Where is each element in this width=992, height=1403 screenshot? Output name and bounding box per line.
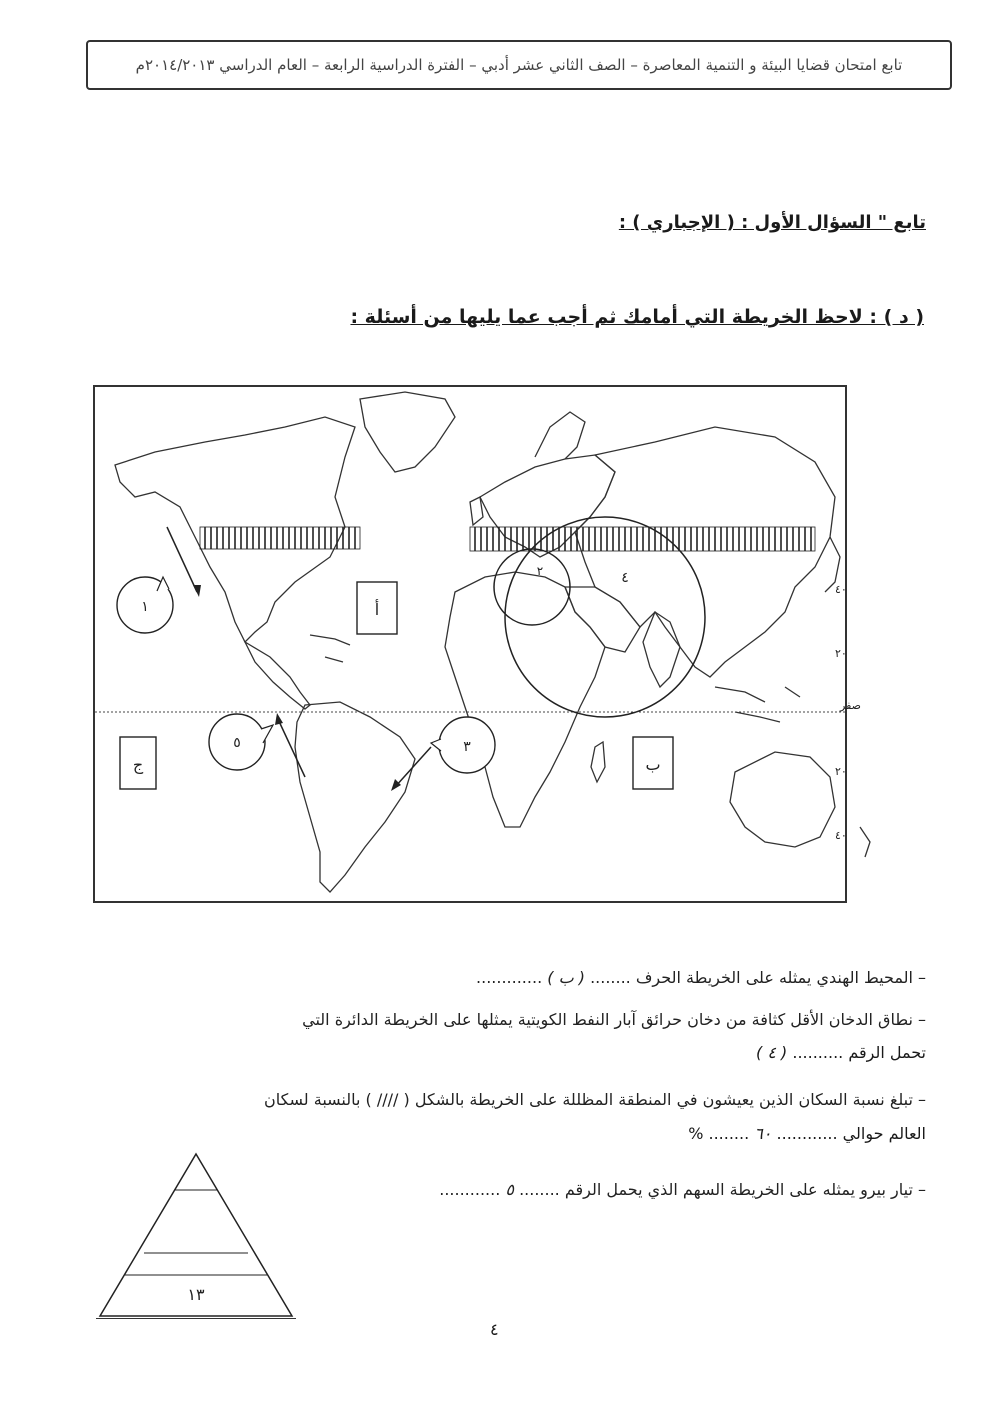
- map-letter-c: ج: [132, 755, 144, 774]
- lat-label-40s: ٤٠: [835, 829, 847, 842]
- grade-pyramid: [96, 1150, 296, 1320]
- question-item-3-cont: [688, 1124, 926, 1143]
- item-2-cont: تحمل الرقم ..........: [792, 1043, 926, 1062]
- item-4-text: – تيار بيرو يمثله على الخريطة السهم الذي يحمل الرقم ........: [519, 1180, 926, 1199]
- question-item-4: [439, 1180, 926, 1199]
- item-2-text: – نطاق الدخان الأقل كثافة من دخان حرائق آبار النفط الكويتية يمثلها على الخريطة الدائرة التي: [302, 1010, 926, 1029]
- lat-label-40n: ٤٠: [835, 583, 847, 596]
- question-item-3: [264, 1090, 926, 1109]
- map-letter-a: أ: [374, 600, 380, 619]
- item-3-text: – تبلغ نسبة السكان الذين يعيشون في المنطقة المظللة على الخريطة بالشكل ( //// ) بالنسبة لسكان: [264, 1090, 926, 1109]
- item-1-text: – المحيط الهندي يمثله على الخريطة الحرف ........: [590, 968, 926, 987]
- item-4-answer: ٥: [505, 1180, 514, 1199]
- item-3-answer: ٦٠: [754, 1124, 772, 1143]
- question-item-2-cont: [756, 1043, 926, 1062]
- circle-label-2: ٢: [536, 564, 544, 578]
- question-item-1: [476, 968, 926, 987]
- world-map: [93, 385, 861, 903]
- pyramid-underline: [96, 1318, 296, 1319]
- item-1-answer: ( ب ): [547, 968, 585, 987]
- callout-label-1: ١: [141, 599, 149, 615]
- item-3-tail: ........ %: [688, 1124, 750, 1143]
- lat-label-20n: ٢٠: [835, 647, 847, 660]
- exam-header-text: تابع امتحان قضايا البيئة و التنمية المعاصرة – الصف الثاني عشر أدبي – الفترة الدراسية الرابعة – العام الدراسي ٢٠١٤/٢٠١٣م: [135, 56, 903, 74]
- exam-header: [86, 40, 952, 90]
- circle-label-4: ٤: [621, 570, 629, 586]
- item-4-tail: ............: [439, 1180, 501, 1199]
- page-number: ٤: [490, 1320, 499, 1339]
- callout-label-3: ٣: [463, 739, 471, 755]
- continued-title: تابع " السؤال الأول : ( الإجباري ) :: [618, 212, 926, 233]
- item-1-tail: .............: [476, 968, 543, 987]
- grade-score: ١٣: [187, 1285, 205, 1304]
- question-item-2: [302, 1010, 926, 1029]
- item-2-answer: ( ٤ ): [756, 1043, 788, 1062]
- item-3-cont: العالم حوالي ............: [776, 1124, 926, 1143]
- question-instruction: ( د ) : لاحظ الخريطة التي أمامك ثم أجب عما يليها من أسئلة :: [350, 306, 924, 328]
- map-letter-b: ب: [645, 755, 661, 774]
- callout-label-5: ٥: [233, 735, 241, 751]
- lat-label-zero: صفر: [840, 699, 861, 712]
- lat-label-20s: ٢٠: [835, 765, 847, 778]
